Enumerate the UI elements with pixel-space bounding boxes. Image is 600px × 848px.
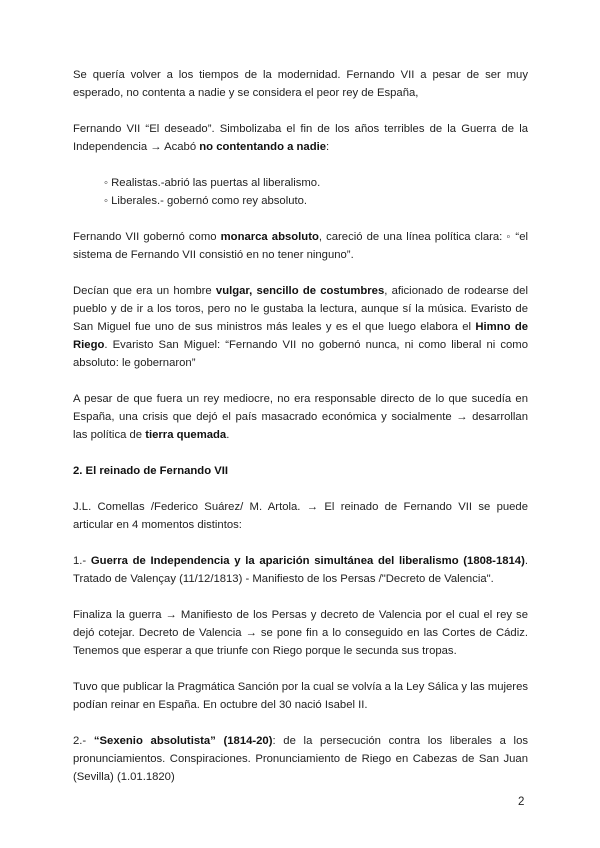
text: . Tratado de Valençay (11/12/1813) - Manifiesto de los Persas /"Decreto de Valencia". [73, 555, 528, 585]
paragraph-monarca-absoluto [73, 228, 528, 264]
text: : de la persecución contra los liberales a los pronunciamientos. Conspiraciones. Pronunciamiento de Riego en Cabezas de San Juan (Sevilla) (1.01.1820) [73, 735, 529, 783]
paragraph-comellas: J.L. Comellas /Federico Suárez/ M. Artola. → El reinado de Fernando VII se puede articular en 4 momentos distintos: [73, 501, 528, 531]
bold-text: tierra quemada [145, 429, 227, 441]
paragraph-vulgar [73, 282, 528, 372]
bold-text: monarca absoluto [220, 231, 319, 243]
text: Fernando VII gobernó como [73, 231, 221, 243]
bold-text: vulgar, sencillo de costumbres [215, 285, 385, 297]
bullet-list [73, 174, 528, 210]
page-number: 2 [518, 796, 525, 808]
bold-text: Guerra de Independencia y la aparición simultánea del liberalismo (1808-1814) [90, 555, 525, 567]
paragraph-modernidad: Se quería volver a los tiempos de la modernidad. Fernando VII a pesar de ser muy esperado, no contenta a nadie y se considera el peor rey de España, [73, 69, 528, 99]
paragraph-tierra-quemada [73, 390, 528, 444]
document-body [73, 66, 528, 786]
text: 2.- [73, 735, 94, 747]
text: Fernando VII “El deseado”. Simbolizaba el fin de los años terribles de la Guerra de la Independencia → Acabó [73, 123, 528, 153]
paragraph-guerra-independencia [73, 552, 528, 588]
text: . [226, 429, 230, 441]
bold-text: “Sexenio absolutista” (1814-20) [93, 735, 273, 747]
bold-text: Himno de Riego [73, 321, 529, 351]
text: , aficionado de rodearse del pueblo y de ir a los toros, pero no le gustaba la lectura, aunque sí la música. Evaristo de San Miguel fue uno de sus ministros más leales y es el que luego elabora el [73, 285, 528, 333]
text: . Evaristo San Miguel: “Fernando VII no gobernó nunca, ni como liberal ni como absoluto: le gobernaron” [73, 339, 528, 369]
paragraph-finaliza-guerra: Finaliza la guerra → Manifiesto de los Persas y decreto de Valencia por el cual el rey se dejó cotejar. Decreto de Valencia → se pone fin a lo conseguido en las Cortes de Cádiz. Tenemos que esperar a que triunfe con Riego porque le secunda sus tropas. [73, 609, 528, 657]
list-item: ◦ Realistas.-abrió las puertas al liberalismo. [104, 177, 321, 189]
list-item: ◦ Liberales.- gobernó como rey absoluto. [104, 195, 308, 207]
paragraph-pragmatica: Tuvo que publicar la Pragmática Sanción por la cual se volvía a la Ley Sálica y las mujeres podían reinar en España. En octubre del 30 nació Isabel II. [73, 681, 528, 711]
paragraph-el-deseado [73, 120, 528, 156]
text: , careció de una línea política clara: ◦ “el sistema de Fernando VII consistió en no tener ninguno”. [73, 231, 528, 261]
text: 1.- [73, 555, 91, 567]
paragraph-sexenio [73, 732, 528, 786]
text: Decían que era un hombre [73, 285, 216, 297]
text: : [326, 141, 330, 153]
section-heading: 2. El reinado de Fernando VII [73, 465, 229, 477]
text: A pesar de que fuera un rey mediocre, no era responsable directo de lo que sucedía en España, una crisis que dejó el país masacrado económica y socialmente → desarrollan las política de [73, 393, 528, 441]
bold-text: no contentando a nadie [199, 141, 327, 153]
